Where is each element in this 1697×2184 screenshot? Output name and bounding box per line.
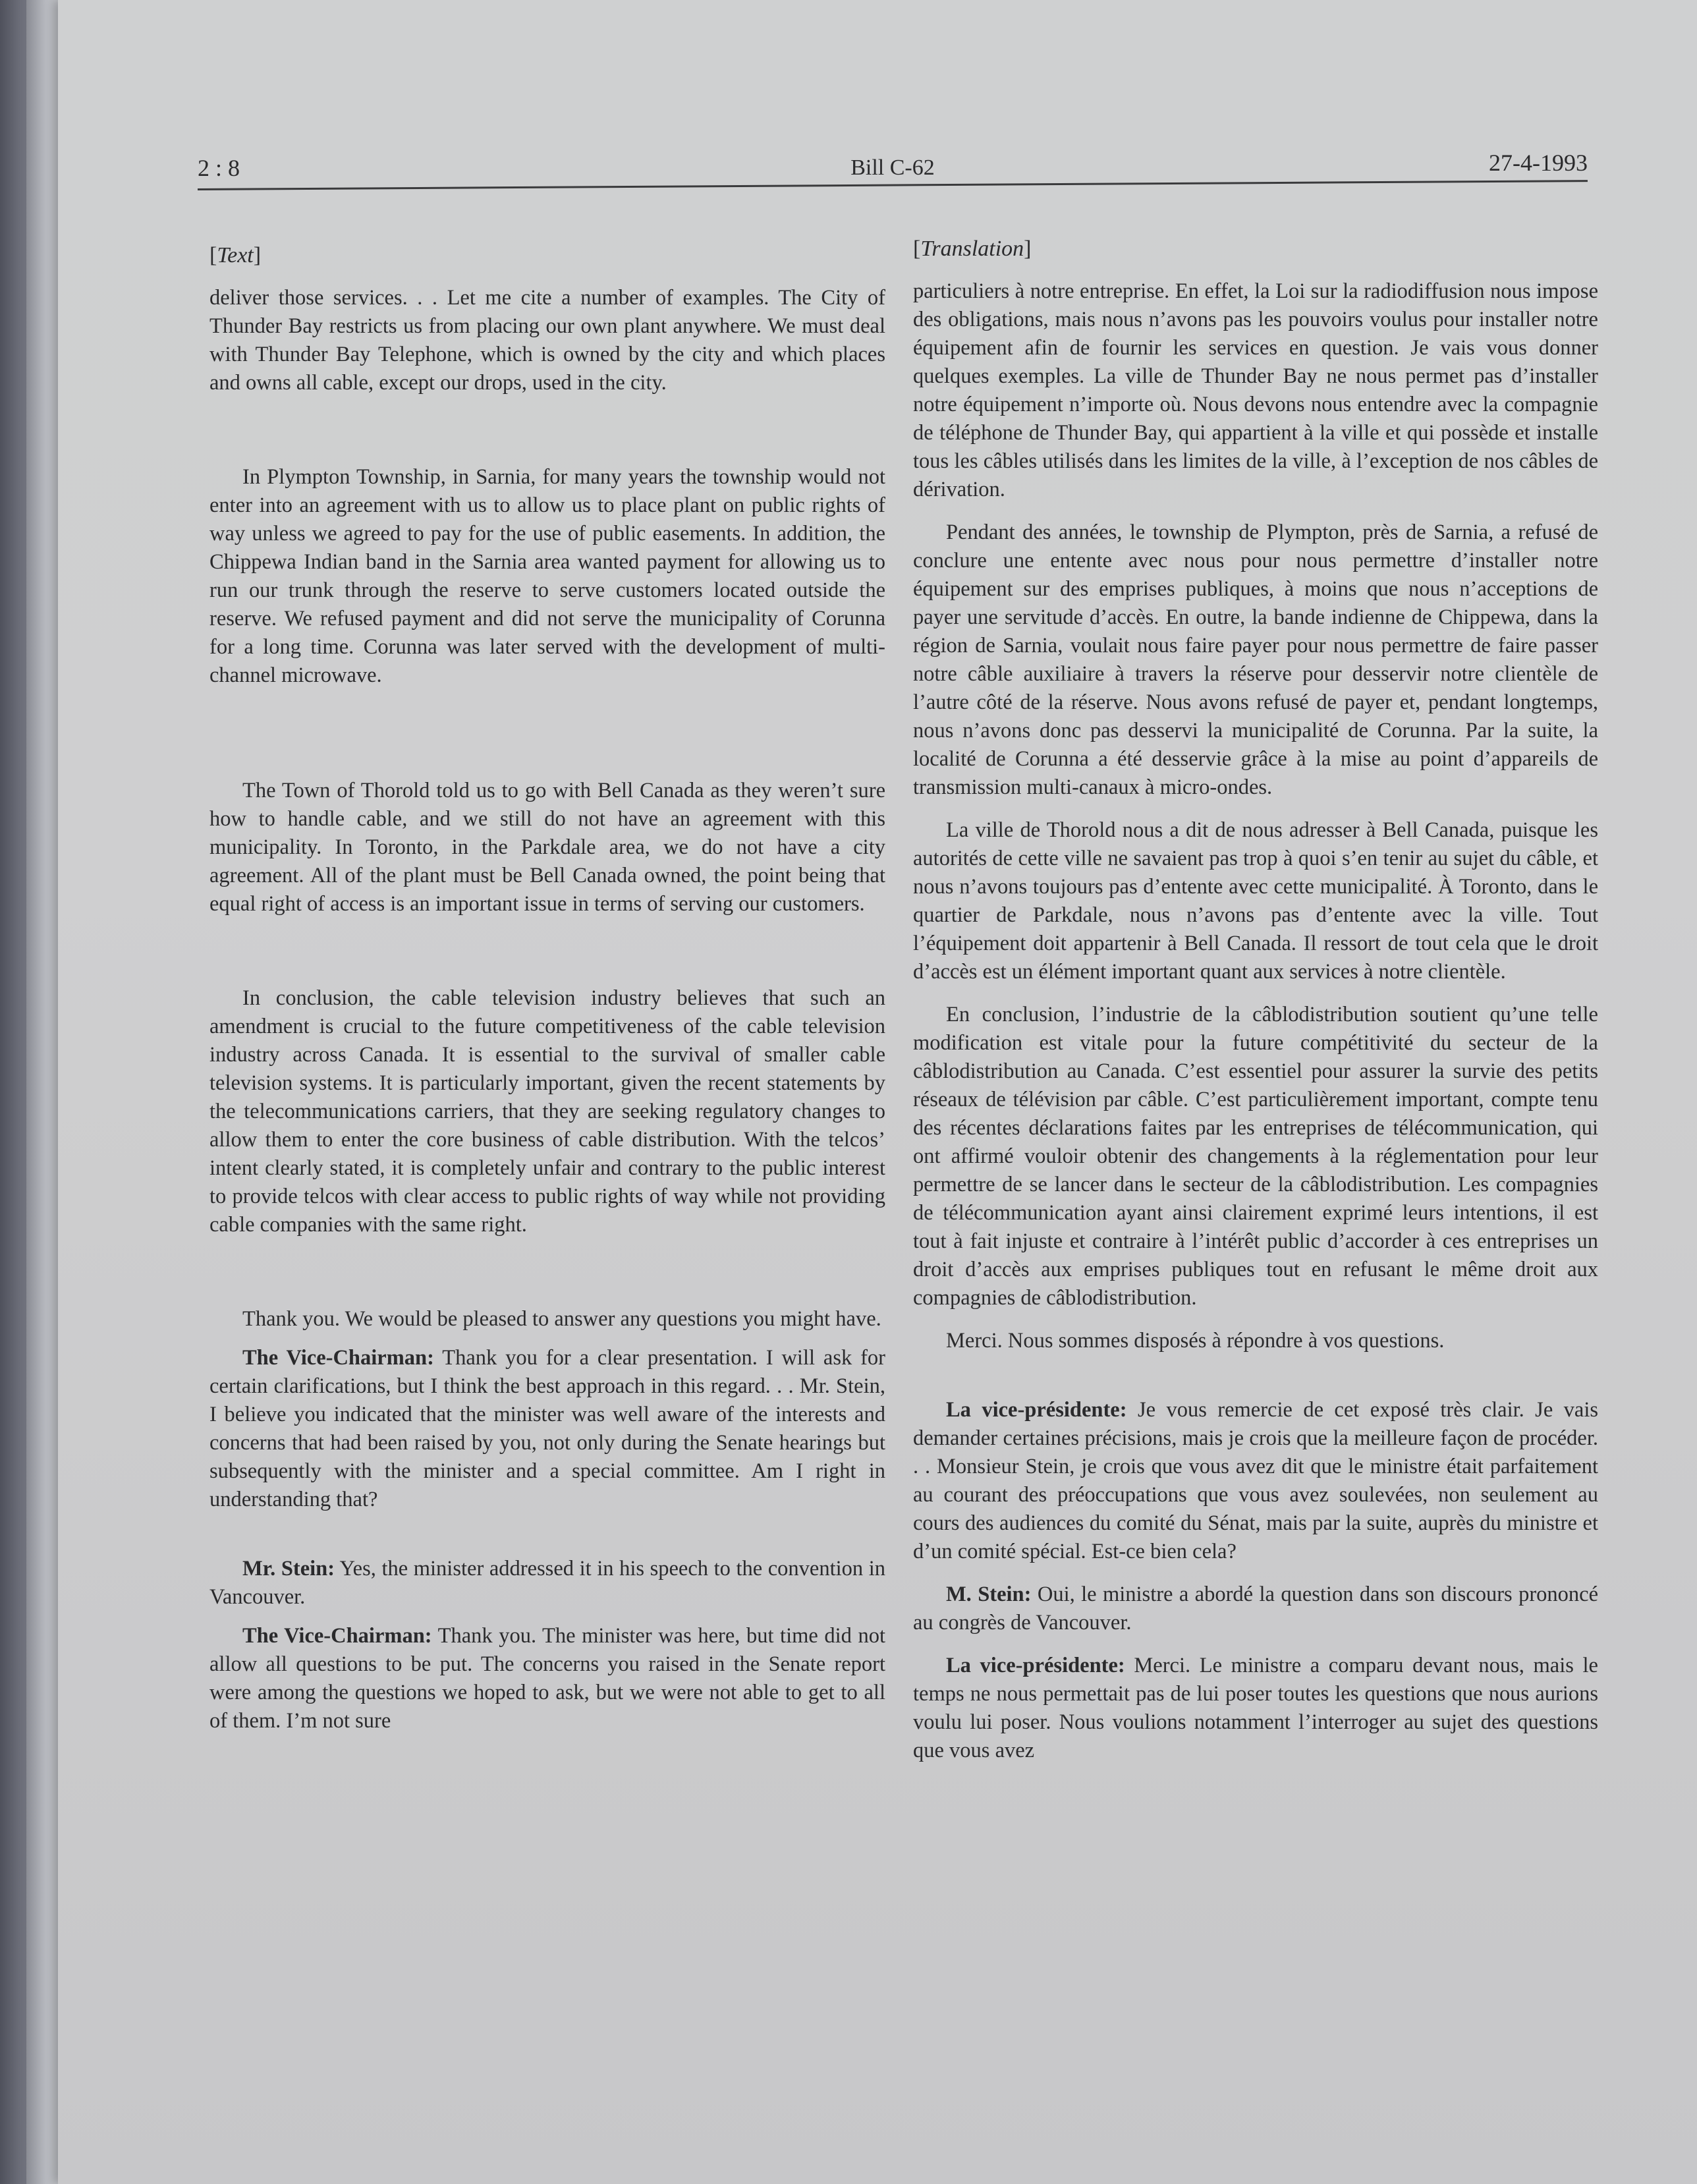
paragraph: En conclusion, l’industrie de la câblodistribution soutient qu’une telle modification est vitale pour la future compétitivité du secteur de la câblodistribution au Canada. C’est essentiel pour assurer la survie des petits réseaux de télévision par câble. C’est particulièrement important, compte tenu des récentes déclarations faites par les entreprises de télécommunication, qui ont affirmé vouloir obtenir des changements à la réglementation pour leur permettre de se lancer dans le secteur de la câblodistribution. Les compagnies de télécommunication ayant ainsi clairement exprimé leurs intentions, il est tout à fait injuste et contraire à l’intérêt public d’accorder à ces entreprises un droit d’accès aux emprises publiques tout en refusant le même droit aux compagnies de câblodistribution. <box>913 1003 1598 1310</box>
paragraph: Pendant des années, le township de Plympton, près de Sarnia, a refusé de conclure une entente avec nous pour nous permettre d’installer notre équipement sur des emprises publiques, à moins que nous n’acceptions de payer une servitude d’accès. En outre, la bande indienne de Chippewa, dans la région de Sarnia, voulait nous faire payer pour nous permettre de faire passer notre câble auxiliaire à travers la réserve pour desservir notre clientèle de l’autre côté de la réserve. Nous avons refusé de payer et, pendant longtemps, nous n’avons donc pas desservi la municipalité de Corunna. Par la suite, la localité de Corunna a été desservie grâce à la mise au point d’appareils de transmission multi-canaux à micro-ondes. <box>913 520 1598 799</box>
french-column <box>913 235 1598 1765</box>
page-number: 2 : 8 <box>198 155 240 181</box>
speaker-name: M. Stein: <box>946 1582 1032 1606</box>
paragraph: deliver those services. . . Let me cite a number of examples. The City of Thunder Bay restricts us from placing our own plant anywhere. We must deal with Thunder Bay Telephone, which is owned by the city and which places and owns all cable, except our drops, used in the city. <box>209 286 885 395</box>
column-label-text: [Text] <box>209 243 262 267</box>
speaker-paragraph: La vice-présidente: Merci. Le ministre a comparu devant nous, mais le temps ne nous permettait pas de lui poser toutes les questions que nous aurions voulu lui poser. Nous voulions notamment l’interroger au sujet des questions que vous avez <box>913 1654 1598 1762</box>
header-date: 27-4-1993 <box>1489 150 1588 176</box>
paragraph: Merci. Nous sommes disposés à répondre à vos questions. <box>946 1329 1445 1353</box>
speaker-paragraph: The Vice-Chairman: Thank you. The minister was here, but time did not allow all questions to be put. The concerns you raised in the Senate report were among the questions we hoped to ask, but we were not able to get to all of them. I’m not sure <box>209 1624 885 1733</box>
paragraph: Thank you. We would be pleased to answer any questions you might have. <box>242 1307 881 1331</box>
page-header <box>198 146 1588 186</box>
paragraph: particuliers à notre entreprise. En effet, la Loi sur la radiodiffusion nous impose des obligations, mais nous n’avons pas les pouvoirs voulus pour installer notre équipement afin de fournir les services en question. Je vais vous donner quelques exemples. La ville de Thunder Bay ne nous permet pas d’installer notre équipement n’importe où. Nous devons nous entendre avec la compagnie de téléphone de Thunder Bay, qui appartient à la ville et qui possède et installe tous les câbles utilisés dans les limites de la ville, à l’exception de nos câbles de dérivation. <box>913 279 1598 501</box>
column-label-translation: [Translation] <box>913 237 1032 261</box>
speaker-paragraph: La vice-présidente: Je vous remercie de cet exposé très clair. Je vais demander certaines précisions, mais je crois que la meilleure façon de procéder. . . Monsieur Stein, je crois que vous avez dit que le ministre était parfaitement au courant des préoccupations que vous avez soulevées, non seulement au cours des audiences du comité du Sénat, mais par la suite, auprès du ministre et d’un comité spécial. Est-ce bien cela? <box>913 1398 1599 1563</box>
paragraph: The Town of Thorold told us to go with Bell Canada as they weren’t sure how to handle cable, and we still do not have an agreement with this municipality. In Toronto, in the Parkdale area, we do not have a city agreement. All of the plant must be Bell Canada owned, the point being that equal right of access is an important issue in terms of serving our customers. <box>209 779 885 916</box>
speaker-name: The Vice-Chairman: <box>242 1624 432 1648</box>
paragraph: In conclusion, the cable television industry believes that such an amendment is crucial to the future competitiveness of the cable television industry across Canada. It is essential to the survival of smaller cable television systems. It is particularly important, given the recent statements by the telecommunications carriers, that they are seeking regulatory changes to allow them to enter the core business of cable distribution. With the telcos’ intent clearly stated, it is completely unfair and contrary to the public interest to provide telcos with clear access to public rights of way while not providing cable companies with the same right. <box>209 986 885 1237</box>
speaker-name: Mr. Stein: <box>242 1557 335 1581</box>
speaker-name: La vice-présidente: <box>946 1654 1125 1677</box>
speaker-name: The Vice-Chairman: <box>242 1346 434 1370</box>
paragraph: La ville de Thorold nous a dit de nous adresser à Bell Canada, puisque les autorités de cette ville ne savaient pas trop à quoi s’en tenir au sujet du câble, et nous n’avons toujours pas d’entente avec cette municipalité. À Toronto, dans le quartier de Parkdale, nous n’avons pas d’entente avec la ville. Tout l’équipement doit appartenir à Bell Canada. Il ressort de tout cela que le droit d’accès est un élément important quant aux services à notre clientèle. <box>913 818 1598 984</box>
paragraph: In Plympton Township, in Sarnia, for many years the township would not enter into an agreement with us to allow us to place plant on public rights of way unless we agreed to pay for the use of public easements. In addition, the Chippewa Indian band in the Sarnia area wanted payment for allowing us to run our trunk through the reserve to serve customers located outside the reserve. We refused payment and did not serve the municipality of Corunna for a long time. Corunna was later served with the development of multi-channel microwave. <box>209 465 885 687</box>
speaker-paragraph: The Vice-Chairman: Thank you for a clear presentation. I will ask for certain clarifications, but I think the best approach in this regard. . . Mr. Stein, I believe you indicated that the minister was well aware of the interests and concerns that had been raised by you, not only during the Senate hearings but subsequently with the minister and a special committee. Am I right in understanding that? <box>209 1346 885 1511</box>
bill-title: Bill C-62 <box>850 155 935 180</box>
speaker-paragraph: M. Stein: Oui, le ministre a abordé la question dans son discours prononcé au congrès de Vancouver. <box>913 1582 1598 1635</box>
speaker-paragraph: Mr. Stein: Yes, the minister addressed it in his speech to the convention in Vancouver. <box>209 1557 886 1609</box>
english-column <box>209 241 885 1735</box>
speaker-name: La vice-présidente: <box>946 1398 1127 1422</box>
